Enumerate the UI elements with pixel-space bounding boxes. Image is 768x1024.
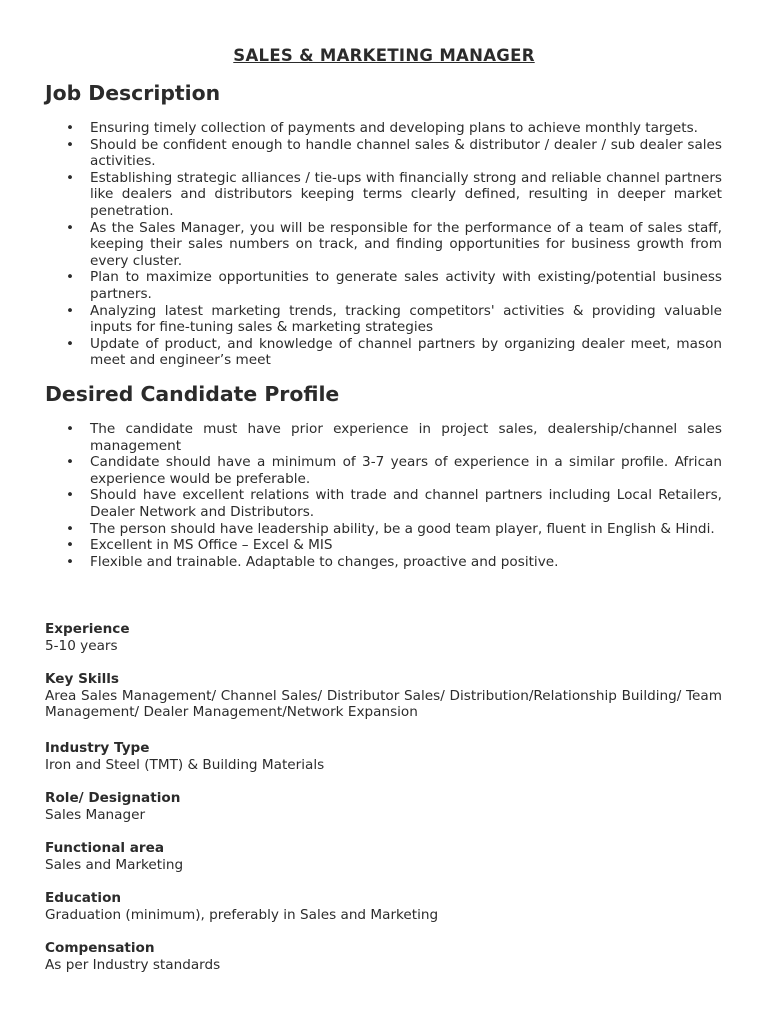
role-label: Role/ Designation: [45, 790, 181, 806]
bullet-icon: •: [66, 302, 75, 319]
key-skills-label: Key Skills: [45, 671, 120, 687]
job-description-list: [45, 120, 722, 369]
functional-area-value: Sales and Marketing: [45, 856, 184, 873]
bullet-icon: •: [66, 335, 75, 352]
education-field: [45, 890, 722, 923]
bullet-icon: •: [66, 421, 75, 437]
compensation-field: [45, 940, 722, 973]
bullet-icon: •: [66, 169, 75, 186]
compensation-label: Compensation: [45, 940, 155, 956]
functional-area-field: [45, 840, 722, 873]
list-item: [45, 303, 722, 336]
list-item: [45, 120, 722, 137]
bullet-icon: •: [66, 520, 75, 537]
bullet-icon: •: [66, 136, 75, 153]
list-item: [45, 269, 722, 302]
list-item: [45, 521, 722, 538]
list-item: [45, 487, 722, 520]
list-item-text: Plan to maximize opportunities to generate sales activity with existing/potential business partners.: [90, 269, 722, 302]
bullet-icon: •: [66, 537, 75, 554]
list-item-text: As the Sales Manager, you will be responsible for the performance of a team of sales staff, keeping their sales numbers on track, and finding opportunities for business growth from every cluster.: [90, 219, 722, 269]
list-item-text: Flexible and trainable. Adaptable to changes, proactive and positive.: [90, 553, 559, 570]
industry-type-value: Iron and Steel (TMT) & Building Materials: [45, 756, 325, 773]
page-title: SALES & MARKETING MANAGER: [233, 46, 535, 65]
experience-value: 5-10 years: [45, 637, 118, 654]
list-item-text: Ensuring timely collection of payments and developing plans to achieve monthly targets.: [90, 120, 698, 136]
role-field: [45, 790, 722, 823]
list-item: [45, 421, 722, 454]
compensation-value: As per Industry standards: [45, 956, 221, 973]
list-item: [45, 220, 722, 270]
list-item-text: The candidate must have prior experience in project sales, dealership/channel sales management: [90, 421, 722, 454]
list-item-text: Should be confident enough to handle channel sales & distributor / dealer / sub dealer sales activities.: [90, 136, 722, 170]
bullet-icon: •: [66, 553, 75, 570]
key-skills-field: [45, 671, 722, 721]
list-item-text: The person should have leadership ability, be a good team player, fluent in English & Hindi.: [90, 520, 715, 537]
list-item-text: Candidate should have a minimum of 3-7 years of experience in a similar profile. African experience would be preferable.: [90, 454, 722, 487]
list-item-text: Analyzing latest marketing trends, tracking competitors' activities & providing valuable inputs for fine-tuning sales & marketing strategies: [90, 302, 722, 336]
list-item-text: Excellent in MS Office – Excel & MIS: [90, 537, 333, 554]
list-item: [45, 137, 722, 170]
list-item: [45, 454, 722, 487]
experience-field: [45, 621, 722, 654]
role-value: Sales Manager: [45, 806, 146, 823]
list-item: [45, 537, 722, 554]
list-item: [45, 170, 722, 220]
bullet-icon: •: [66, 454, 75, 471]
job-description-heading: Job Description: [45, 81, 221, 105]
bullet-icon: •: [66, 487, 75, 504]
functional-area-label: Functional area: [45, 840, 165, 856]
experience-label: Experience: [45, 621, 130, 637]
list-item-text: Should have excellent relations with trade and channel partners including Local Retailers, Dealer Network and Distributors.: [90, 487, 722, 520]
list-item-text: Establishing strategic alliances / tie-ups with financially strong and reliable channel partners like dealers and distributors keeping terms clearly defined, resulting in deeper market penetration.: [90, 169, 722, 219]
key-skills-value: Area Sales Management/ Channel Sales/ Distributor Sales/ Distribution/Relationship Building/ Team Management/ Dealer Management/Network Expansion: [45, 687, 722, 721]
list-item: [45, 554, 722, 571]
education-label: Education: [45, 890, 122, 906]
industry-type-label: Industry Type: [45, 740, 150, 756]
education-value: Graduation (minimum), preferably in Sales and Marketing: [45, 906, 439, 923]
candidate-profile-list: [45, 421, 722, 570]
bullet-icon: •: [66, 219, 75, 236]
industry-type-field: [45, 740, 722, 773]
list-item-text: Update of product, and knowledge of channel partners by organizing dealer meet, mason meet and engineer’s meet: [90, 335, 722, 369]
list-item: [45, 336, 722, 369]
candidate-profile-heading: Desired Candidate Profile: [45, 382, 340, 406]
bullet-icon: •: [66, 120, 75, 136]
bullet-icon: •: [66, 269, 75, 286]
